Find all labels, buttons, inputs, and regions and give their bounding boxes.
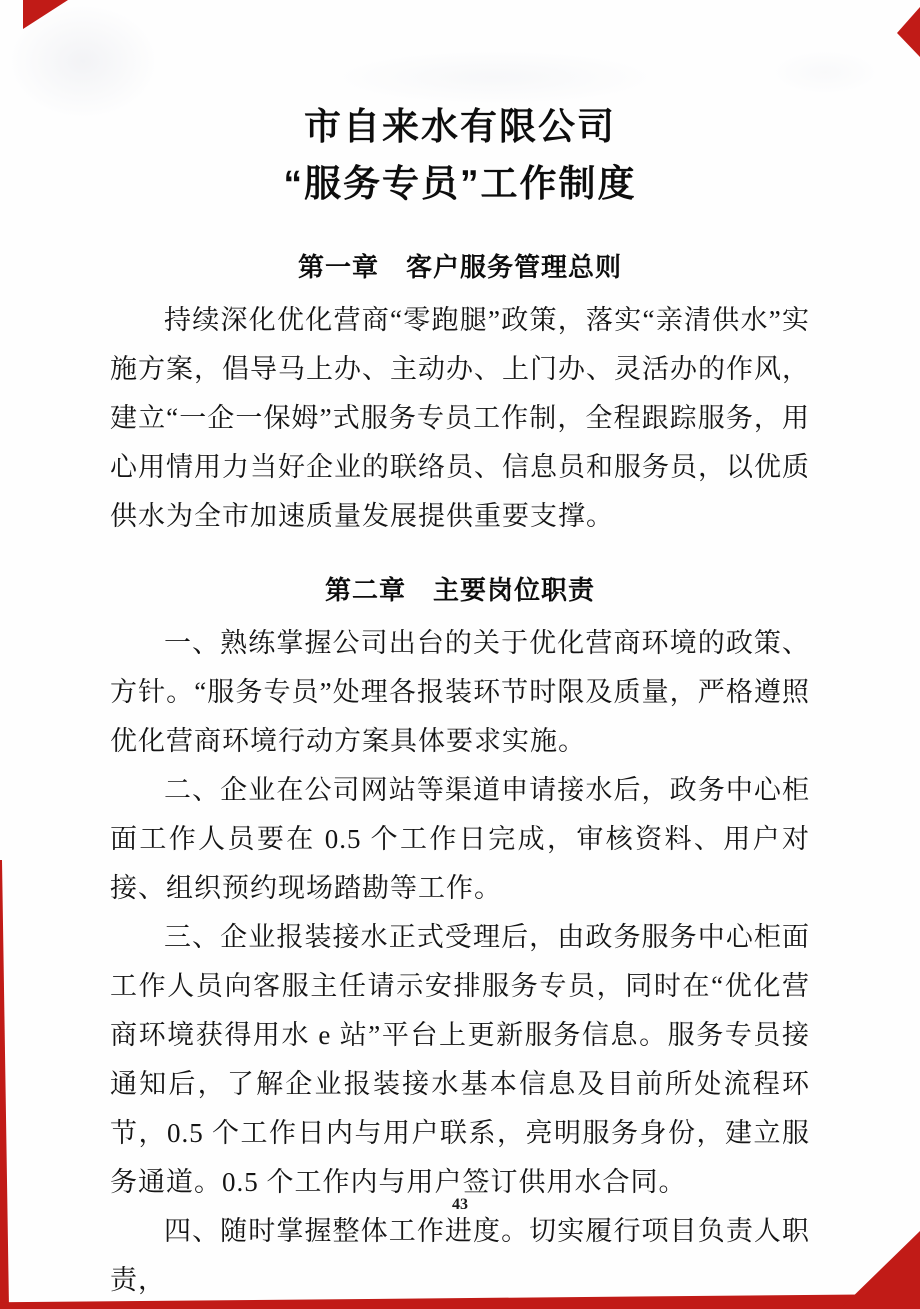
red-edge-artifact-top-right bbox=[897, 7, 920, 57]
page-number: 43 bbox=[452, 1196, 468, 1213]
chapter-2-paragraph-1: 一、熟练掌握公司出台的关于优化营商环境的政策、方针。“服务专员”处理各报装环节时限及质量，严格遵照优化营商环境行动方案具体要求实施。 bbox=[110, 628, 810, 756]
chapter-2-paragraph-3: 三、企业报装接水正式受理后，由政务服务中心柜面工作人员向客服主任请示安排服务专员，同时在“优化营商环境获得用水 e 站”平台上更新服务信息。服务专员接通知后，了解企业报装接水基本信息及目前所处流程环节，0.5 个工作日内与用户联系，亮明服务身份，建立服务通道。0.5 个工作内与用户签订供用水合同。 bbox=[110, 922, 810, 1197]
red-edge-artifact-bottom-right bbox=[840, 1231, 920, 1309]
chapter-2-paragraph-2: 二、企业在公司网站等渠道申请接水后，政务中心柜面工作人员要在 0.5 个工作日完成，审核资料、用户对接、组织预约现场踏勘等工作。 bbox=[110, 775, 810, 903]
scan-smudge bbox=[770, 50, 880, 95]
chapter-2-paragraph-4: 四、随时掌握整体工作进度。切实履行项目负责人职责， bbox=[110, 1216, 810, 1295]
red-edge-artifact-top-left bbox=[23, 0, 68, 29]
document-title-line2: “服务专员”工作制度 bbox=[283, 163, 637, 204]
chapter-1-heading: 第一章 客户服务管理总则 bbox=[297, 253, 622, 282]
document-title bbox=[110, 98, 810, 212]
document-content bbox=[110, 98, 810, 1305]
red-edge-artifact-left bbox=[0, 860, 9, 1309]
document-title-line1: 市自来水有限公司 bbox=[304, 106, 616, 147]
scan-smudge bbox=[330, 50, 660, 105]
chapter-2-heading: 第二章 主要岗位职责 bbox=[324, 576, 595, 605]
chapter-1-paragraph: 持续深化优化营商“零跑腿”政策，落实“亲清供水”实施方案，倡导马上办、主动办、上门办、灵活办的作风，建立“一企一保姆”式服务专员工作制，全程跟踪服务，用心用情用力当好企业的联络员、信息员和服务员，以优质供水为全市加速质量发展提供重要支撑。 bbox=[110, 305, 810, 531]
